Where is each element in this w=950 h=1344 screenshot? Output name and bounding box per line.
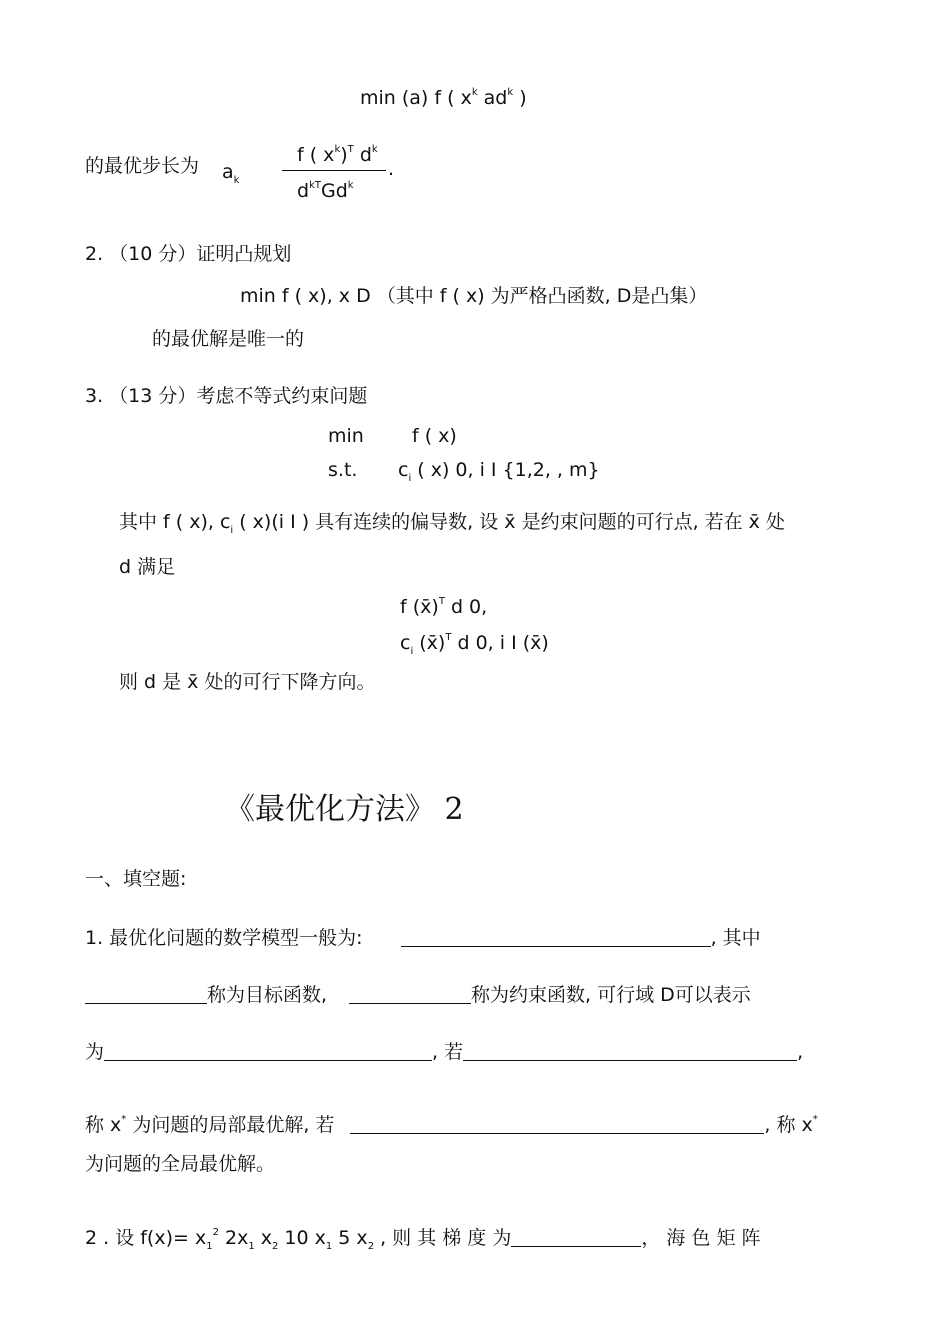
q3-conclusion: 则 d 是 x̄ 处的可行下降方向。 (119, 671, 376, 693)
line-search-formula: min (a) f ( $x^k$ $ad^k$ ) (360, 87, 527, 109)
blank-local-condition[interactable] (463, 1042, 797, 1061)
item1-line2: 称为目标函数, 称为约束函数, 可行域 D可以表示 (85, 985, 751, 1005)
blank-model[interactable] (401, 928, 711, 947)
item1-line5: 为问题的全局最优解。 (85, 1153, 276, 1175)
blank-gradient[interactable] (511, 1228, 641, 1247)
step-numerator: f ( $x^k)^T$ $d^k$ (297, 144, 378, 166)
q2-tail: 的最优解是唯一的 (152, 328, 305, 350)
q3-description: 其中 f ( x), $c_i$ ( x)(i I ) 具有连续的偏导数, 设 x̄ 是约束问题的可行点, 若在 x̄ 处 (119, 511, 785, 536)
step-length-symbol: $a_k$ (222, 161, 240, 186)
q3-objective: f ( x) (412, 425, 457, 447)
q3-title: 3. （13 分）考虑不等式约束问题 (85, 385, 368, 407)
blank-objective[interactable] (85, 985, 207, 1004)
item1-line3: 为 , 若 , (85, 1041, 804, 1063)
item1-line4: 称 x* 为问题的局部最优解, 若 , 称 x* (85, 1114, 818, 1136)
section-title: 《最优化方法》 2 (225, 792, 464, 827)
q2-formula: min f ( x), x D （其中 f ( x) 为严格凸函数, D是凸集） (240, 285, 708, 307)
blank-feasible-region[interactable] (104, 1042, 432, 1061)
q3-condition-2: $c_i$ (x̄)$^T$ d 0, i I (x̄) (400, 632, 549, 657)
fraction-bar (282, 170, 386, 171)
step-denominator: $d^{kT}Gd^k$ (297, 180, 354, 202)
step-period: . (388, 158, 395, 180)
q2-title: 2. （10 分）证明凸规划 (85, 243, 292, 265)
item2-line: 2 . 设 $f(x)= x_1^2$ $2x_1$ $x_2$ 10 $x_1$ 5 $x_2$ , 则 其 梯 度 为 ， 海 色 矩 阵 (85, 1227, 761, 1252)
q3-condition-1: f (x̄)$^T$ d 0, (400, 596, 488, 618)
q3-d-satisfies: d 满足 (119, 556, 176, 578)
q3-st: s.t. (328, 459, 358, 481)
fill-blank-heading: 一、填空题: (85, 868, 187, 890)
q3-min: min (328, 425, 364, 447)
blank-constraint[interactable] (349, 985, 471, 1004)
q3-constraint: $c_i$ ( x) 0, i I {1,2, , m} (398, 459, 600, 484)
item1-line1: 1. 最优化问题的数学模型一般为: , 其中 (85, 927, 761, 949)
blank-global-condition[interactable] (350, 1115, 764, 1134)
step-length-label: 的最优步长为 (85, 155, 200, 177)
